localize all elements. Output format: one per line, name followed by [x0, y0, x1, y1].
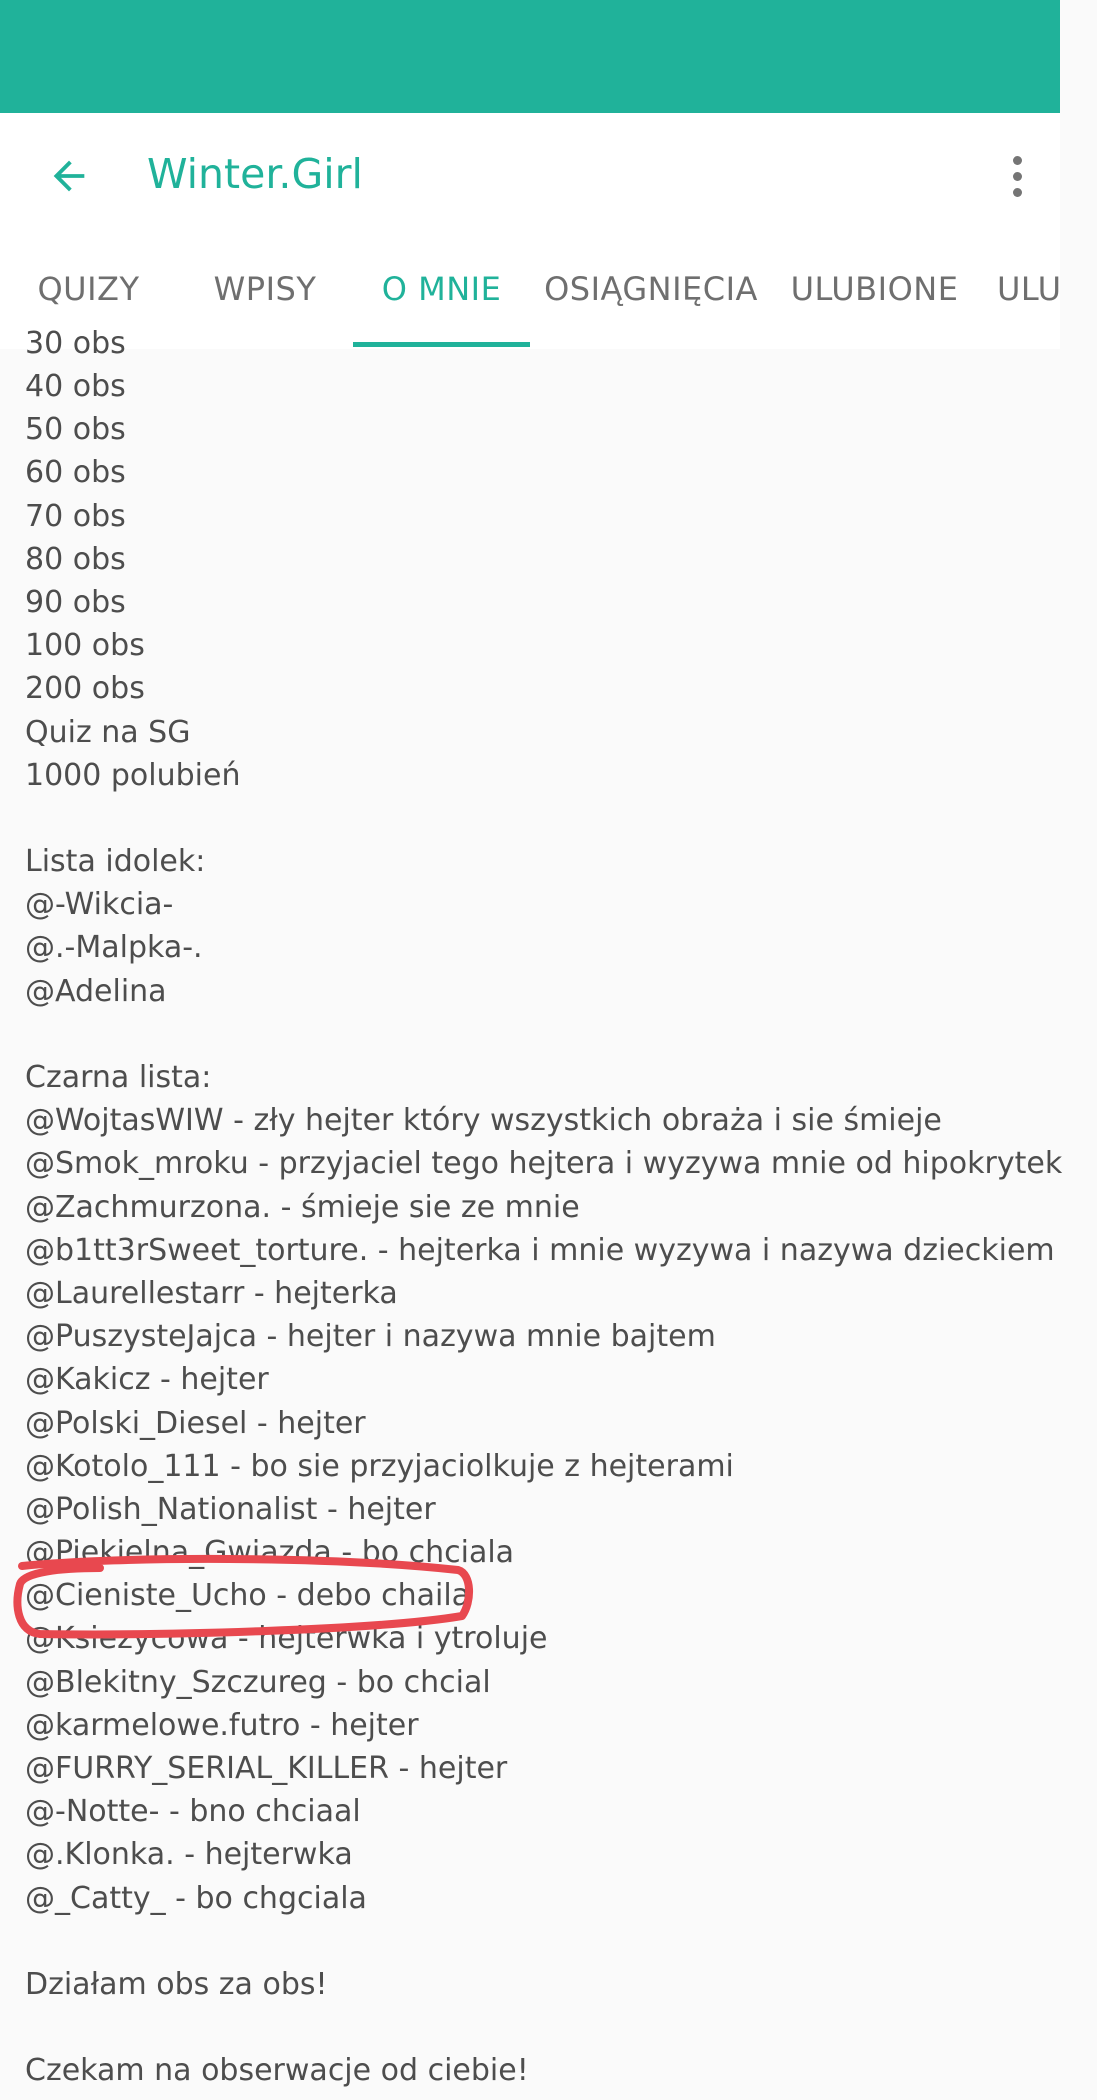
- tab-ulubione[interactable]: ULUBIONE: [790, 270, 959, 308]
- goal-item: 100 obs: [25, 628, 145, 664]
- spacer: [25, 1013, 1045, 1056]
- goal-item: 50 obs: [25, 412, 126, 448]
- idols-header: Lista idolek:: [25, 844, 206, 880]
- goal-item: 80 obs: [25, 541, 126, 577]
- blacklist-item: @_Catty_ - bo chgciala: [25, 1880, 367, 1916]
- blacklist-item: @Polish_Nationalist - hejter: [25, 1491, 436, 1527]
- blacklist-item: @Ksiezycowa - hejterwka i ytroluje: [25, 1621, 548, 1657]
- goal-item: 1000 polubień: [25, 757, 241, 793]
- back-button[interactable]: [28, 141, 110, 211]
- idol-item: @Adelina: [25, 973, 167, 1009]
- blacklist-header: Czarna lista:: [25, 1060, 212, 1095]
- goal-item: Quiz na SG: [25, 714, 191, 750]
- blacklist-item: @Kotolo_111 - bo sie przyjaciolkuje z hejterami: [25, 1448, 734, 1484]
- tab-bar: [0, 237, 1060, 349]
- blacklist-item: @Blekitny_Szczureg - bo chcial: [25, 1664, 491, 1700]
- blacklist-item: @karmelowe.futro - hejter: [25, 1707, 419, 1743]
- clipped-goal-line: 30 obs: [25, 326, 126, 361]
- goal-item: 90 obs: [25, 584, 126, 620]
- idol-item: @-Wikcia-: [25, 887, 174, 923]
- goal-item: 40 obs: [25, 369, 126, 404]
- tab-quizy[interactable]: QUIZY: [37, 270, 140, 308]
- status-bar: [0, 0, 1060, 113]
- blacklist-item: @FURRY_SERIAL_KILLER - hejter: [25, 1751, 508, 1786]
- tab-ulu[interactable]: ULU: [997, 270, 1062, 308]
- blacklist-item: @Piekielna_Gwiazda - bo chciala: [25, 1535, 515, 1571]
- blacklist-item: @PuszysteJajca - hejter i nazywa mnie bajtem: [25, 1319, 716, 1355]
- more-vert-icon-dot: [1013, 172, 1022, 181]
- spacer: [25, 797, 1045, 840]
- blacklist-item-highlighted: @Cieniste_Ucho - debo chaila: [25, 1578, 471, 1614]
- tab-osiagniecia[interactable]: OSIĄGNIĘCIA: [544, 270, 758, 308]
- blacklist-item: @Kakicz - hejter: [25, 1362, 269, 1398]
- about-lines: [25, 365, 1063, 2093]
- closing-line: Czekam na obserwacje od ciebie!: [25, 2053, 529, 2089]
- page-title: Winter.Girl: [147, 150, 363, 198]
- more-vert-icon-dot: [1013, 188, 1022, 197]
- obs-line: Działam obs za obs!: [25, 1966, 328, 2002]
- spacer: [25, 2006, 1045, 2049]
- tab-o-mnie[interactable]: O MNIE: [381, 270, 502, 308]
- blacklist-item: @Laurellestarr - hejterka: [25, 1275, 398, 1311]
- spacer: [25, 1920, 1045, 1963]
- active-tab-indicator: [353, 342, 530, 347]
- more-options-button[interactable]: [992, 143, 1042, 209]
- more-vert-icon: [1013, 156, 1022, 165]
- blacklist-item: @Zachmurzona. - śmieje sie ze mnie: [25, 1189, 580, 1225]
- goal-item: 200 obs: [25, 671, 145, 707]
- app-bar: [0, 113, 1060, 237]
- goal-item: 70 obs: [25, 498, 126, 534]
- tab-wpisy[interactable]: WPISY: [213, 270, 317, 308]
- blacklist-item: @Smok_mroku - przyjaciel tego hejtera i wyzywa mnie od hipokrytek: [25, 1146, 1063, 1182]
- arrow-back-icon: [46, 153, 92, 199]
- goal-item: 60 obs: [25, 455, 126, 491]
- blacklist-item: @.Klonka. - hejterwka: [25, 1837, 353, 1873]
- blacklist-item: @-Notte- - bno chciaal: [25, 1794, 361, 1830]
- blacklist-item: @WojtasWIW - zły hejter który wszystkich obraża i sie śmieje: [25, 1103, 942, 1139]
- idol-item: @.-Malpka-.: [25, 930, 203, 966]
- blacklist-item: @b1tt3rSweet_torture. - hejterka i mnie wyzywa i nazywa dzieckiem: [25, 1232, 1055, 1268]
- about-me-content: [25, 326, 1063, 2100]
- blacklist-item: @Polski_Diesel - hejter: [25, 1405, 366, 1441]
